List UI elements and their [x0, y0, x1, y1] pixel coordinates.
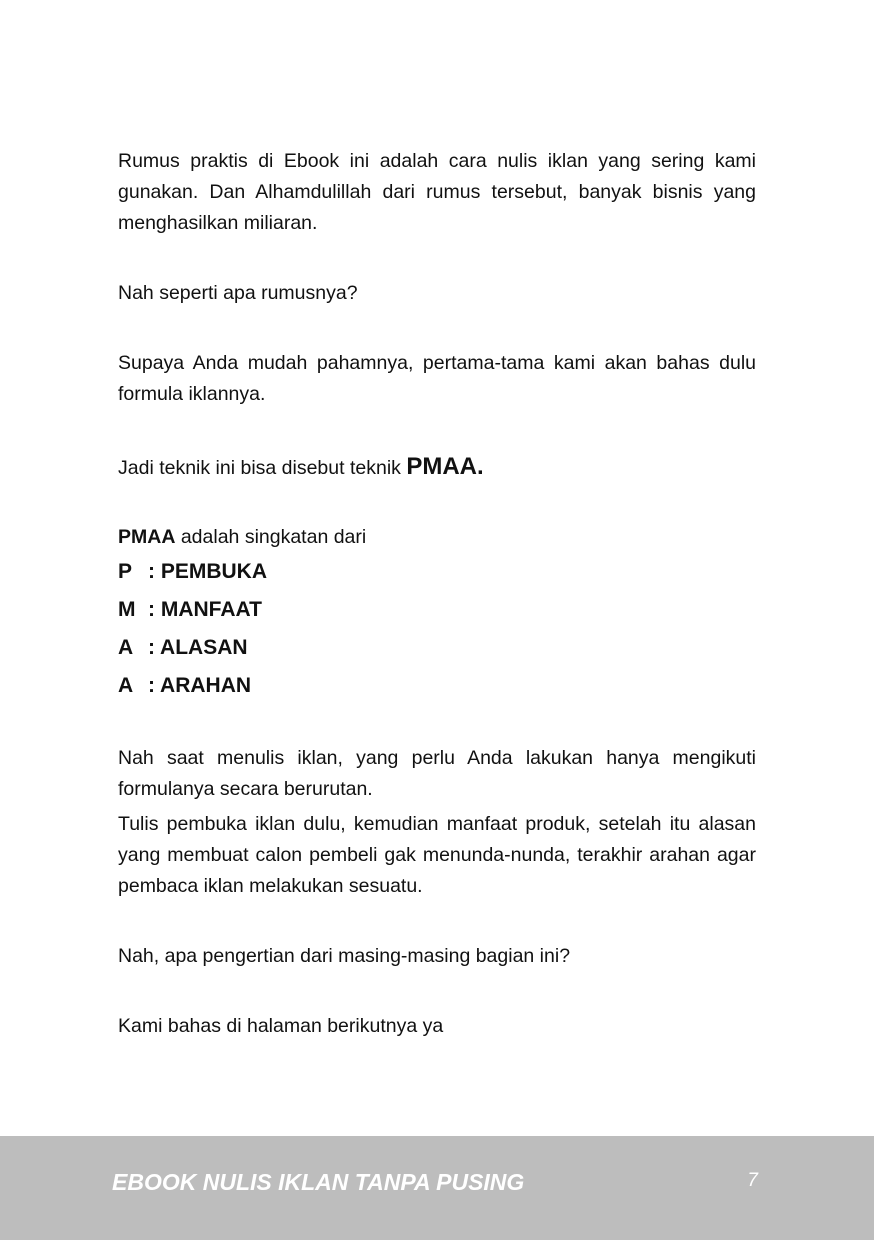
formula-item-arahan: [118, 667, 756, 705]
formula-letter: A: [118, 674, 134, 697]
technique-name: PMAA.: [406, 453, 484, 480]
formula-item-alasan: [118, 629, 756, 667]
page-footer: [0, 1136, 874, 1240]
technique-line: [118, 450, 756, 485]
formula-meaning: : PEMBUKA: [148, 560, 267, 583]
paragraph-explanation: Supaya Anda mudah pahamnya, pertama-tama kami akan bahas dulu formula iklannya.: [118, 352, 756, 405]
formula-item-pembuka: [118, 553, 756, 591]
formula-letter: A: [118, 636, 134, 659]
list-intro-acronym: PMAA: [118, 526, 176, 548]
list-intro: [118, 522, 756, 553]
page-content: [118, 146, 756, 1042]
paragraph-next-question: Nah, apa pengertian dari masing-masing bagian ini?: [118, 945, 571, 967]
formula-meaning: : MANFAAT: [148, 598, 262, 621]
formula-list: [118, 553, 756, 705]
formula-meaning: : ARAHAN: [148, 674, 252, 697]
paragraph-question: Nah seperti apa rumusnya?: [118, 282, 358, 304]
formula-meaning: : ALASAN: [148, 636, 248, 659]
paragraph-intro: Rumus praktis di Ebook ini adalah cara nulis iklan yang sering kami gunakan. Dan Alhamdulillah dari rumus tersebut, banyak bisnis yang menghasilkan miliaran.: [118, 150, 756, 234]
technique-prefix: Jadi teknik ini bisa disebut teknik: [118, 457, 407, 479]
page-number: 7: [747, 1170, 758, 1191]
footer-title: EBOOK NULIS IKLAN TANPA PUSING: [112, 1169, 525, 1195]
formula-letter: P: [118, 560, 133, 583]
paragraph-steps: Tulis pembuka iklan dulu, kemudian manfaat produk, setelah itu alasan yang membuat calon pembeli gak menunda-nunda, terakhir arahan agar pembaca iklan melakukan sesuatu.: [118, 813, 756, 897]
list-intro-text: adalah singkatan dari: [175, 526, 367, 548]
paragraph-closing: Kami bahas di halaman berikutnya ya: [118, 1015, 444, 1037]
formula-letter: M: [118, 598, 136, 621]
formula-item-manfaat: [118, 591, 756, 629]
paragraph-instructions: Nah saat menulis iklan, yang perlu Anda lakukan hanya mengikuti formulanya secara berurutan.: [118, 747, 756, 800]
